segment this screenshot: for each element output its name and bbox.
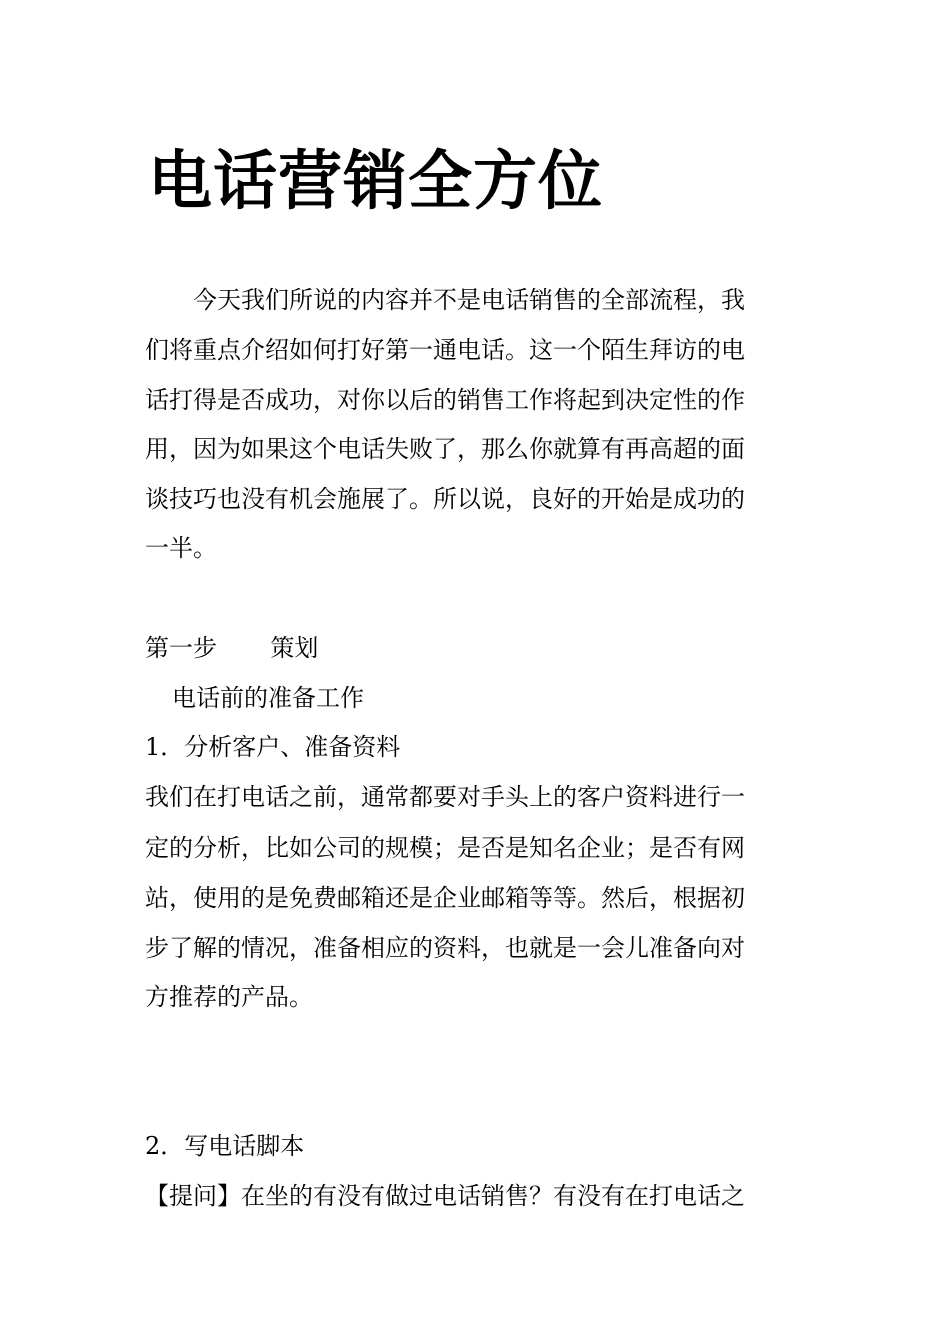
body-line: 方推荐的产品。 — [145, 983, 313, 1011]
body-line: 【提问】在坐的有没有做过电话销售？有没有在打电话之 — [145, 1182, 745, 1210]
section-heading: 1．分析客户、准备资料 — [145, 733, 401, 761]
body-line: 站，使用的是免费邮箱还是企业邮箱等等。然后，根据初 — [145, 884, 745, 912]
intro-line: 话打得是否成功，对你以后的销售工作将起到决定性的作 — [145, 386, 745, 414]
intro-line: 用，因为如果这个电话失败了，那么你就算有再高超的面 — [145, 435, 745, 463]
intro-line: 今天我们所说的内容并不是电话销售的全部流程，我 — [193, 286, 745, 314]
intro-line: 们将重点介绍如何打好第一通电话。这一个陌生拜访的电 — [145, 336, 745, 364]
intro-line: 一半。 — [145, 534, 217, 562]
body-line: 步了解的情况，准备相应的资料，也就是一会儿准备向对 — [145, 934, 745, 962]
intro-line: 谈技巧也没有机会施展了。所以说，良好的开始是成功的 — [145, 485, 745, 513]
section-heading: 2．写电话脚本 — [145, 1132, 305, 1160]
body-line: 定的分析，比如公司的规模；是否是知名企业；是否有网 — [145, 834, 745, 862]
body-line: 我们在打电话之前，通常都要对手头上的客户资料进行一 — [145, 783, 745, 811]
document-title: 电话营销全方位 — [148, 144, 603, 219]
step-heading: 第一步 策划 — [145, 634, 319, 662]
step-subheading: 电话前的准备工作 — [172, 684, 364, 712]
